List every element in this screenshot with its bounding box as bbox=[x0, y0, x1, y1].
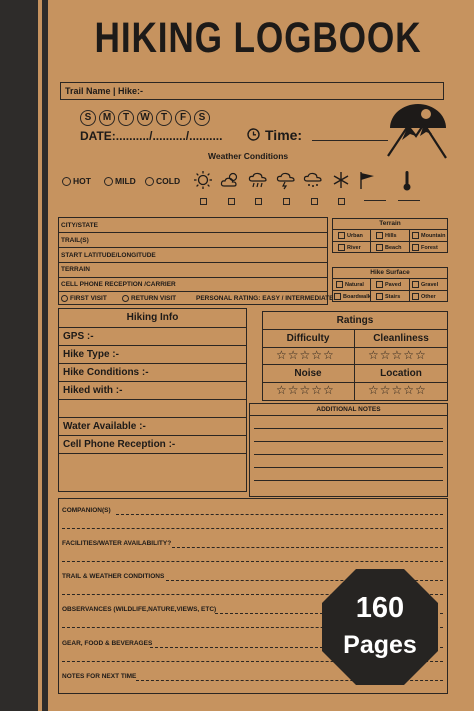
trail-weather-field: TRAIL & WEATHER CONDITIONS bbox=[62, 573, 165, 580]
spine-stripe bbox=[42, 0, 48, 711]
hike-type-field: Hike Type :- bbox=[63, 349, 119, 360]
terrain-mountain[interactable]: Mountain bbox=[412, 232, 445, 239]
time-line bbox=[312, 140, 388, 141]
additional-notes-title: ADDITIONAL NOTES bbox=[316, 406, 381, 413]
page-count-badge bbox=[321, 568, 439, 686]
cleanliness-stars[interactable]: ☆☆☆☆☆ bbox=[368, 348, 427, 362]
thermometer-icon bbox=[402, 170, 412, 192]
terrain-hills[interactable]: Hills bbox=[376, 232, 397, 239]
first-visit-option[interactable]: FIRST VISIT bbox=[61, 295, 107, 302]
day-circle: W bbox=[137, 110, 153, 126]
weather-checkbox[interactable] bbox=[200, 198, 207, 205]
return-visit-option[interactable]: RETURN VISIT bbox=[122, 295, 176, 302]
terrain-title: Terrain bbox=[379, 220, 401, 227]
day-circle: S bbox=[80, 110, 96, 126]
surface-other[interactable]: Other bbox=[412, 293, 436, 300]
cell-reception-field: Cell Phone Reception :- bbox=[63, 439, 176, 450]
day-circle: T bbox=[118, 110, 134, 126]
temp-cold[interactable]: COLD bbox=[145, 176, 180, 186]
surface-gravel[interactable]: Gravel bbox=[412, 281, 438, 288]
weather-title: Weather Conditions bbox=[208, 151, 289, 161]
day-circle: T bbox=[156, 110, 172, 126]
noise-stars[interactable]: ☆☆☆☆☆ bbox=[276, 383, 335, 397]
personal-rating: PERSONAL RATING: EASY / INTERMEDIATE bbox=[196, 295, 334, 302]
field-lat-long: START LATITUDE/LONGITUDE bbox=[61, 252, 156, 259]
wind-line bbox=[364, 200, 386, 201]
trail-name-field bbox=[60, 82, 444, 100]
water-available-field: Water Available :- bbox=[63, 421, 146, 432]
day-circle: F bbox=[175, 110, 191, 126]
rating-cleanliness-label: Cleanliness bbox=[373, 333, 429, 344]
snowflake-icon bbox=[331, 170, 351, 190]
trail-name-label: Trail Name | Hike:- bbox=[65, 86, 144, 96]
wind-flag-icon bbox=[358, 170, 376, 190]
additional-notes-box bbox=[249, 403, 448, 497]
hike-surface-title: Hike Surface bbox=[370, 269, 410, 276]
badge-unit: Pages bbox=[343, 631, 417, 659]
observances-field: OBSERVANCES (WILDLIFE,NATURE,VIEWS, ETC) bbox=[62, 606, 217, 613]
field-trails: TRAIL(S) bbox=[61, 237, 89, 244]
terrain-river[interactable]: River bbox=[338, 244, 361, 251]
cloud-rain-icon bbox=[302, 170, 324, 190]
field-cell-reception: CELL PHONE RECEPTION /CARRIER bbox=[61, 281, 176, 288]
day-circle: M bbox=[99, 110, 115, 126]
surface-stairs[interactable]: Stairs bbox=[376, 293, 400, 300]
field-terrain: TERRAIN bbox=[61, 266, 90, 273]
time-label: Time: bbox=[265, 127, 303, 143]
gps-field: GPS :- bbox=[63, 331, 94, 342]
spine-bar bbox=[0, 0, 38, 711]
surface-natural[interactable]: Natural bbox=[336, 281, 364, 288]
location-stars[interactable]: ☆☆☆☆☆ bbox=[368, 383, 427, 397]
terrain-beach[interactable]: Beach bbox=[376, 244, 402, 251]
weather-checkbox[interactable] bbox=[255, 198, 262, 205]
facilities-field: FACILITIES/WATER AVAILABILITY? bbox=[62, 540, 172, 547]
terrain-forest[interactable]: Forest bbox=[412, 244, 438, 251]
weather-checkbox[interactable] bbox=[228, 198, 235, 205]
storm-icon bbox=[275, 170, 297, 190]
cloud-sun-icon bbox=[220, 171, 242, 189]
hike-conditions-field: Hike Conditions :- bbox=[63, 367, 149, 378]
temp-hot[interactable]: HOT bbox=[62, 176, 91, 186]
surface-boardwalk[interactable]: Boardwalk bbox=[334, 293, 371, 300]
date-label: DATE:........../........../.......... bbox=[80, 129, 223, 143]
companions-field: COMPANION(S) bbox=[62, 507, 111, 514]
rain-icon bbox=[247, 170, 269, 190]
page-title: HIKING LOGBOOK bbox=[94, 14, 422, 62]
weather-checkbox[interactable] bbox=[338, 198, 345, 205]
weather-checkbox[interactable] bbox=[311, 198, 318, 205]
surface-paved[interactable]: Paved bbox=[376, 281, 401, 288]
difficulty-stars[interactable]: ☆☆☆☆☆ bbox=[276, 348, 335, 362]
hiked-with-field: Hiked with :- bbox=[63, 385, 123, 396]
ratings-title: Ratings bbox=[336, 315, 374, 326]
terrain-urban[interactable]: Urban bbox=[338, 232, 363, 239]
hiking-info-title: Hiking Info bbox=[126, 312, 179, 323]
badge-count: 160 bbox=[355, 592, 405, 624]
sun-icon bbox=[193, 170, 213, 190]
notes-next-time-field: NOTES FOR NEXT TIME bbox=[62, 673, 137, 680]
gear-food-field: GEAR, FOOD & BEVERAGES bbox=[62, 640, 153, 647]
weather-checkbox[interactable] bbox=[283, 198, 290, 205]
temp-line bbox=[398, 200, 420, 201]
day-circle: S bbox=[194, 110, 210, 126]
rating-location-label: Location bbox=[380, 368, 422, 379]
clock-icon bbox=[247, 128, 260, 141]
rating-difficulty-label: Difficulty bbox=[286, 333, 330, 344]
temp-mild[interactable]: MILD bbox=[104, 176, 136, 186]
field-city-state: CITY/STATE bbox=[61, 222, 98, 229]
mountain-logo-icon bbox=[386, 100, 448, 162]
rating-noise-label: Noise bbox=[294, 368, 322, 379]
